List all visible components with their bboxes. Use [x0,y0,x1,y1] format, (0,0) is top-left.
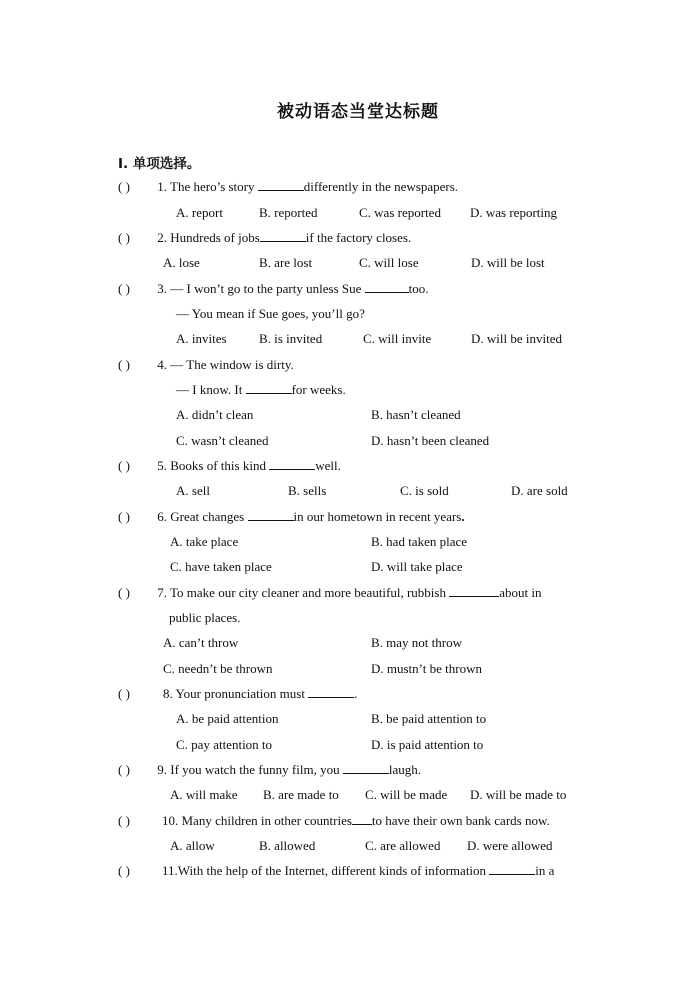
page-title: 被动语态当堂达标题 [277,102,439,122]
option-b: B. be paid attention to [371,711,487,726]
answer-bracket: ( ) [118,230,130,245]
option-d: D. are sold [511,483,568,498]
option-d: D. was reporting [470,205,558,220]
question-number: 5. [157,458,167,473]
question-text: If you watch the funny film, you [170,762,340,777]
question-number: 11. [162,863,178,878]
answer-blank [365,281,409,293]
question-3 [118,281,429,297]
answer-blank [246,382,292,394]
option-d: D. is paid attention to [371,737,484,752]
question-text: — The window is dirty. [170,357,294,372]
question-text: Great changes [170,509,245,524]
question-number: 4. [157,357,167,372]
option-b: B. are made to [263,787,339,802]
option-b: B. reported [259,205,318,220]
question-text: To make our city cleaner and more beautiful, rubbish [170,585,446,600]
question-number: 10. [162,813,179,828]
question-number: 1. [157,179,167,194]
question-text: — I know. It [176,382,243,397]
answer-bracket: ( ) [118,762,130,777]
question-4 [118,357,294,373]
question-text: laugh. [388,762,421,777]
answer-blank [343,762,389,774]
option-b: B. is invited [259,331,323,346]
question-text: to have their own bank cards now. [371,813,550,828]
answer-blank [260,230,306,242]
option-d: D. mustn’t be thrown [371,661,482,676]
option-c: C. pay attention to [176,737,273,752]
question-text: about in [499,585,542,600]
option-a: A. allow [170,838,215,853]
answer-bracket: ( ) [118,863,130,878]
option-a: A. didn’t clean [176,407,254,422]
question-number: 6. [157,509,167,524]
option-c: C. needn’t be thrown [163,661,273,676]
answer-blank [489,863,535,875]
answer-bracket: ( ) [118,281,130,296]
question-4-reply [176,382,346,398]
option-a: A. lose [163,255,200,270]
answer-bracket: ( ) [118,585,130,600]
question-text: With the help of the Internet, different kinds of information [177,863,487,878]
option-a: A. can’t throw [163,635,239,650]
option-a: A. report [176,205,223,220]
question-10 [118,813,550,829]
question-text: Books of this kind [170,458,266,473]
question-text: The hero’s story [170,179,255,194]
option-a: A. take place [170,534,239,549]
option-c: C. will be made [365,787,448,802]
question-number: 7. [157,585,167,600]
question-9 [118,762,421,778]
section-heading: I. 单项选择。 [118,156,201,172]
option-b: B. had taken place [371,534,468,549]
option-d: D. will be lost [471,255,545,270]
option-a: A. be paid attention [176,711,279,726]
question-number: 2. [157,230,167,245]
question-7 [118,585,541,601]
option-d: D. will be made to [470,787,567,802]
option-c: C. was reported [359,205,441,220]
question-11 [118,863,554,879]
answer-bracket: ( ) [118,458,130,473]
answer-bracket: ( ) [118,357,130,372]
question-text: . [354,686,358,701]
answer-blank [269,458,315,470]
option-b: B. are lost [259,255,313,270]
question-text: for weeks. [291,382,346,397]
question-8 [118,686,357,702]
option-c: C. are allowed [365,838,441,853]
option-c: C. will lose [359,255,419,270]
question-number: 9. [157,762,167,777]
question-text: in our hometown in recent years [293,509,462,524]
question-text: Your pronunciation must [175,686,305,701]
answer-blank [352,813,372,825]
option-d: D. will take place [371,559,463,574]
option-c: C. wasn’t cleaned [176,433,269,448]
question-text: — I won’t go to the party unless Sue [170,281,362,296]
answer-blank [258,179,304,191]
question-text: in a [535,863,555,878]
question-number: 8. [163,686,173,701]
answer-blank [248,509,294,521]
option-b: B. hasn’t cleaned [371,407,461,422]
question-text: if the factory closes. [305,230,412,245]
question-text: Hundreds of jobs [170,230,260,245]
question-6 [118,509,465,525]
option-a: A. sell [176,483,210,498]
option-d: D. were allowed [467,838,553,853]
option-a: A. will make [170,787,238,802]
option-d: D. will be invited [471,331,562,346]
question-5 [118,458,341,474]
option-b: B. allowed [259,838,316,853]
answer-bracket: ( ) [118,686,130,701]
question-text: too. [408,281,429,296]
answer-blank [449,585,499,597]
question-3-reply: — You mean if Sue goes, you’ll go? [176,306,365,321]
option-c: C. is sold [400,483,449,498]
question-text: Many children in other countries [181,813,352,828]
question-2 [118,230,411,246]
question-number: 3. [157,281,167,296]
option-a: A. invites [176,331,227,346]
option-b: B. sells [288,483,327,498]
answer-bracket: ( ) [118,813,130,828]
sentence-period: . [461,509,465,524]
option-c: C. will invite [363,331,432,346]
question-text: well. [315,458,341,473]
option-d: D. hasn’t been cleaned [371,433,490,448]
answer-bracket: ( ) [118,179,130,194]
option-c: C. have taken place [170,559,272,574]
question-7-continued: public places. [169,610,241,625]
answer-bracket: ( ) [118,509,130,524]
question-text: differently in the newspapers. [303,179,459,194]
answer-blank [308,686,354,698]
option-b: B. may not throw [371,635,462,650]
question-1 [118,179,458,195]
